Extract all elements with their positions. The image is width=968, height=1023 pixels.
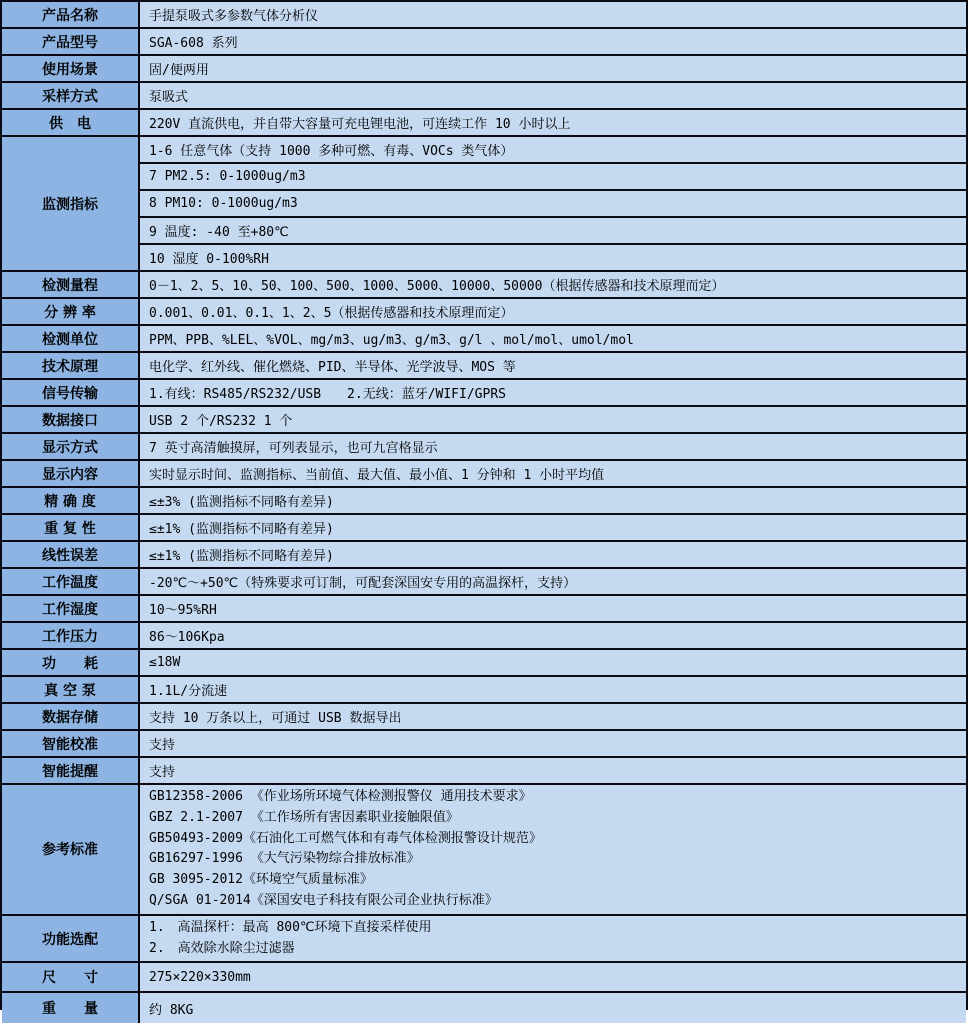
spec-row [2,56,966,83]
spec-line: GB 3095-2012《环境空气质量标准》 [149,872,373,888]
spec-line: 2. 高效除水除尘过滤器 [149,940,295,956]
spec-row-label: 产品型号 [2,29,140,54]
spec-row-value-multiline [140,916,966,962]
spec-row-value: 实时显示时间、监测指标、当前值、最大值、最小值、1 分钟和 1 小时平均值 [140,461,966,486]
spec-row [2,758,966,785]
spec-row [2,488,966,515]
spec-row-label: 信号传输 [2,380,140,405]
spec-row [2,272,966,299]
spec-line: 1. 高温探杆：最高 800℃环境下直接采样使用 [149,919,432,935]
spec-row-value: 固/便两用 [140,56,966,81]
spec-row [2,380,966,407]
spec-row-label: 数据接口 [2,407,140,432]
spec-row-label: 参考标准 [2,785,140,914]
spec-row-value: 手提泵吸式多参数气体分析仪 [140,2,966,27]
spec-row-value: 支持 [140,731,966,756]
spec-row [2,407,966,434]
spec-row [2,434,966,461]
spec-row-label: 显示方式 [2,434,140,459]
spec-line: Q/SGA 01-2014《深国安电子科技有限公司企业执行标准》 [149,892,498,908]
spec-subrow-value: 7 PM2.5: 0-1000ug/m3 [140,164,966,191]
spec-row-value: 275×220×330mm [140,963,966,991]
spec-row-label: 显示内容 [2,461,140,486]
spec-row-label: 数据存储 [2,704,140,729]
spec-row-label: 精 确 度 [2,488,140,513]
spec-row-value-multiline [140,785,966,914]
spec-row-value: 支持 [140,758,966,783]
spec-row-label: 技术原理 [2,353,140,378]
spec-row [2,596,966,623]
spec-row-value: 支持 10 万条以上，可通过 USB 数据导出 [140,704,966,729]
spec-row [2,353,966,380]
spec-row-value: USB 2 个/RS232 1 个 [140,407,966,432]
spec-row-value: 0.001、0.01、0.1、1、2、5（根据传感器和技术原理而定） [140,299,966,324]
spec-row [2,299,966,326]
spec-row [2,461,966,488]
spec-row [2,515,966,542]
spec-row [2,963,966,993]
spec-row-value: 泵吸式 [140,83,966,108]
spec-row [2,542,966,569]
spec-row-value: ≤18W [140,650,966,675]
spec-row [2,569,966,596]
spec-row-value: -20℃～+50℃（特殊要求可订制，可配套深国安专用的高温探杆，支持） [140,569,966,594]
spec-row [2,326,966,353]
spec-row-label: 工作温度 [2,569,140,594]
spec-row-value: SGA-608 系列 [140,29,966,54]
spec-row [2,2,966,29]
spec-row-label: 真 空 泵 [2,677,140,702]
spec-row-label: 重 复 性 [2,515,140,540]
spec-row-value: 1.有线：RS485/RS232/USB 2.无线：蓝牙/WIFI/GPRS [140,380,966,405]
spec-row [2,677,966,704]
spec-row [2,83,966,110]
spec-subrow-value: 10 湿度 0-100%RH [140,245,966,270]
spec-row-value: ≤±1% (监测指标不同略有差异) [140,515,966,540]
spec-row-label: 分 辨 率 [2,299,140,324]
spec-row [2,916,966,964]
spec-row-value: PPM、PPB、%LEL、%VOL、mg/m3、ug/m3、g/m3、g/l 、mol/mol、umol/mol [140,326,966,351]
spec-row-value: ≤±1% (监测指标不同略有差异) [140,542,966,567]
spec-row-value: ≤±3% (监测指标不同略有差异) [140,488,966,513]
spec-subrow-value: 1-6 任意气体（支持 1000 多种可燃、有毒、VOCs 类气体） [140,137,966,164]
spec-line: GBZ 2.1-2007 《工作场所有害因素职业接触限值》 [149,809,459,825]
spec-line: GB12358-2006 《作业场所环境气体检测报警仪 通用技术要求》 [149,789,532,804]
spec-row-label: 工作压力 [2,623,140,648]
spec-line: GB50493-2009《石油化工可燃气体和有毒气体检测报警设计规范》 [149,830,542,846]
spec-row-value: 10～95%RH [140,596,966,621]
spec-row [2,993,966,1023]
spec-row-label: 重 量 [2,993,140,1023]
spec-row-label: 监测指标 [2,137,140,270]
spec-row-label: 检测单位 [2,326,140,351]
spec-row-label: 采样方式 [2,83,140,108]
spec-row-label: 产品名称 [2,2,140,27]
spec-row [2,650,966,677]
spec-row-value: 7 英寸高清触摸屏，可列表显示，也可九宫格显示 [140,434,966,459]
spec-row-label: 智能提醒 [2,758,140,783]
spec-row-label: 使用场景 [2,56,140,81]
spec-row-label: 功 耗 [2,650,140,675]
spec-row-value: 220V 直流供电，并自带大容量可充电锂电池，可连续工作 10 小时以上 [140,110,966,135]
spec-row [2,110,966,137]
spec-row-label: 智能校准 [2,731,140,756]
spec-row [2,137,966,272]
spec-row [2,29,966,56]
spec-row-label: 工作湿度 [2,596,140,621]
spec-subrow-value: 9 温度: -40 至+80℃ [140,218,966,245]
spec-row [2,704,966,731]
spec-row-value: 约 8KG [140,993,966,1023]
spec-row-label: 供 电 [2,110,140,135]
spec-row [2,731,966,758]
spec-row-label: 线性误差 [2,542,140,567]
spec-row-label: 功能选配 [2,916,140,962]
spec-row-value: 1.1L/分流速 [140,677,966,702]
spec-row [2,785,966,916]
spec-row-value: 86～106Kpa [140,623,966,648]
spec-line: GB16297-1996 《大气污染物综合排放标准》 [149,851,420,867]
spec-row [2,623,966,650]
spec-row-value: 0－1、2、5、10、50、100、500、1000、5000、10000、50000（根据传感器和技术原理而定） [140,272,966,297]
spec-row-label: 检测量程 [2,272,140,297]
spec-row-value: 电化学、红外线、催化燃烧、PID、半导体、光学波导、MOS 等 [140,353,966,378]
spec-row-label: 尺 寸 [2,963,140,991]
spec-subrow-value: 8 PM10: 0-1000ug/m3 [140,191,966,218]
